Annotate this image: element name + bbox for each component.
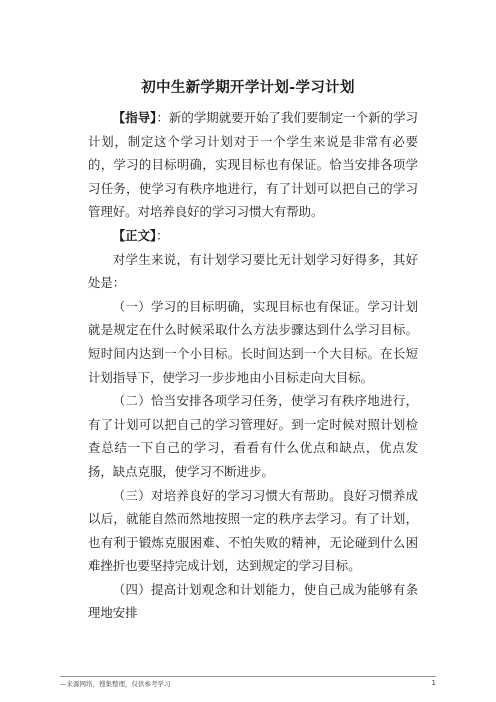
- footer-source-note: —来源网络，搜集整理，仅供参考学习: [60, 680, 171, 688]
- paragraph-point-3: （三）对培养良好的学习习惯大有帮助。良好习惯养成以后，就能自然而然地按照一定的秩序去学习。有了计划，也有利于锻炼克服困难、不怕失败的精神，无论碰到什么困难挫折也要坚持完成计划，达到规定的学习目标。: [88, 487, 418, 574]
- paragraph-intro: 对学生来说，有计划学习要比无计划学习好得多，其好处是：: [88, 251, 418, 291]
- page-footer: [60, 679, 436, 693]
- body-label-suffix: ：: [156, 227, 169, 243]
- guide-paragraph: [88, 106, 418, 224]
- page-number: 1: [431, 679, 436, 687]
- footer-divider: [60, 676, 436, 677]
- guide-text: ：新的学期就要开始了我们要制定一个新的学习计划，制定这个学习计划对于一个学生来说是非常有必要的，学习的目标明确，实现目标也有保证。恰当安排各项学习任务，使学习有秩序地进行，有了计划可以把自己的学习管理好。对培养良好的学习习惯大有帮助。: [88, 110, 418, 220]
- body-label-paragraph: [88, 224, 418, 248]
- paragraph-point-4: （四）提高计划观念和计划能力，使自己成为能够有条理地安排: [88, 581, 418, 621]
- page-title: 初中生新学期开学计划-学习计划: [141, 79, 355, 96]
- paragraph-point-2: （二）恰当安排各项学习任务，使学习有秩序地进行，有了计划可以把自己的学习管理好。到一定时候对照计划检查总结一下自己的学习，看看有什么优点和缺点，优点发扬，缺点克服，使学习不断进步。: [88, 393, 418, 479]
- guide-label: 【指导】: [112, 110, 157, 125]
- body-label: 【正文】: [112, 227, 157, 243]
- paragraph-point-1: （一）学习的目标明确，实现目标也有保证。学习计划就是规定在什么时候采取什么方法步骤达到什么学习目标。短时间内达到一个小目标。长时间达到一个大目标。在长短计划指导下，使学习一步步地由小目标走向大目标。: [88, 298, 418, 385]
- document-body: [88, 106, 418, 625]
